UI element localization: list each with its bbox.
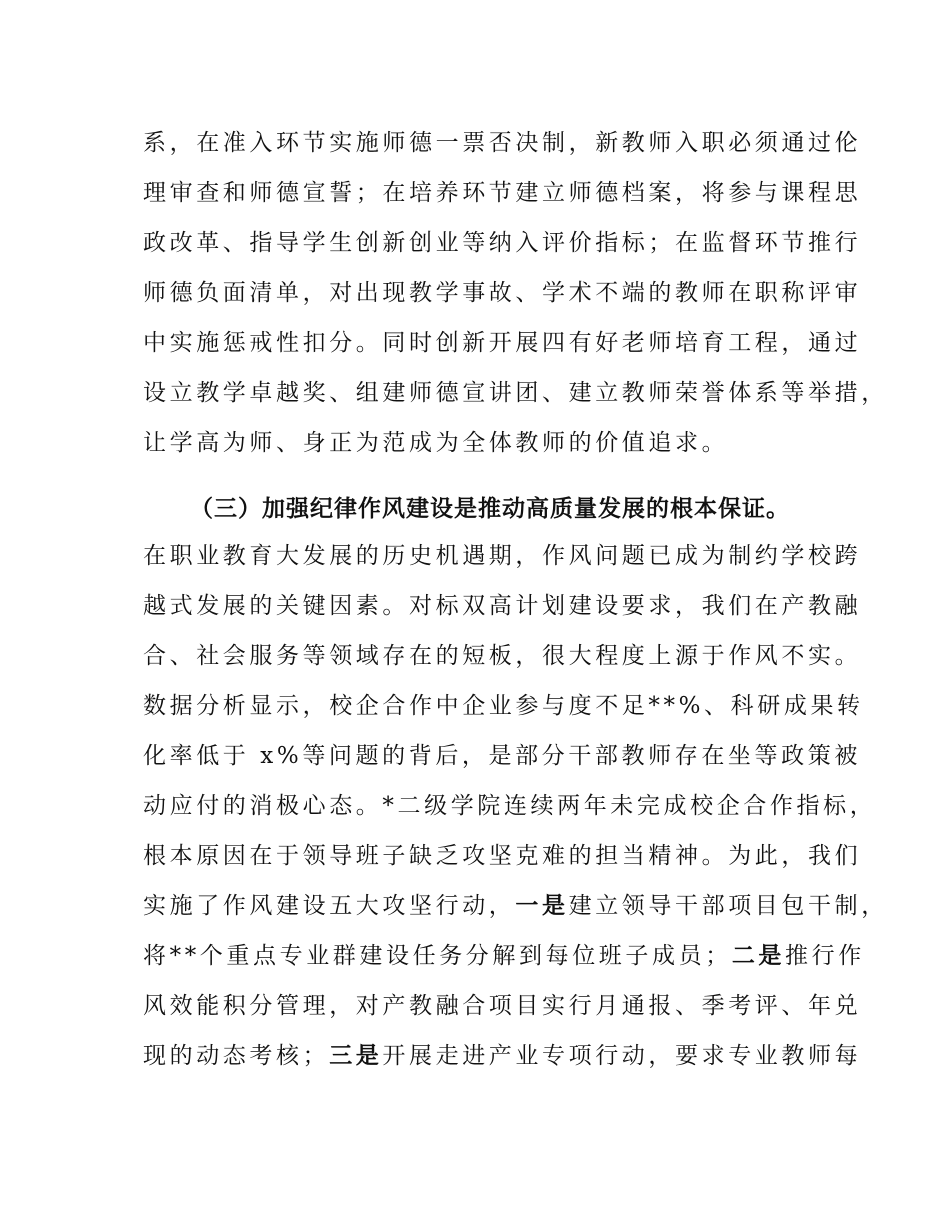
text-line xyxy=(143,1041,861,1071)
text-segment: 现的动态考核； xyxy=(143,1043,330,1069)
text-line: 理审查和师德宣誓；在培养环节建立师德档案，将参与课程思 xyxy=(143,180,862,206)
text-line: 动应付的消极心态。*二级学院连续两年未完成校企合作指标， xyxy=(143,793,877,819)
text-segment: 推行作 xyxy=(785,943,865,969)
text-line: 越式发展的关键因素。对标双高计划建设要求，我们在产教融 xyxy=(143,593,862,619)
text-line: 合、社会服务等领域存在的短板，很大程度上源于作风不实。 xyxy=(143,643,862,669)
text-line: 数据分析显示，校企合作中企业参与度不足**%、科研成果转 xyxy=(143,693,864,719)
text-segment: 将**个重点专业群建设任务分解到每位班子成员； xyxy=(143,943,732,969)
text-line: 中实施惩戒性扣分。同时创新开展四有好老师培育工程，通过 xyxy=(143,330,862,356)
text-line: 在职业教育大发展的历史机遇期，作风问题已成为制约学校跨 xyxy=(143,543,862,569)
bold-marker: 二是 xyxy=(731,943,786,969)
section-heading: （三）加强纪律作风建设是推动高质量发展的根本保证。 xyxy=(190,496,790,522)
text-line: 根本原因在于领导班子缺乏攻坚克难的担当精神。为此，我们 xyxy=(143,843,862,869)
text-line: 风效能积分管理，对产教融合项目实行月通报、季考评、年兑 xyxy=(143,993,862,1019)
text-line: 师德负面清单，对出现教学事故、学术不端的教师在职称评审 xyxy=(143,280,862,306)
bold-marker: 三是 xyxy=(329,1043,383,1069)
text-line xyxy=(143,891,888,921)
text-line: 系，在准入环节实施师德一票否决制，新教师入职必须通过伦 xyxy=(143,130,862,156)
text-line: 让学高为师、身正为范成为全体教师的价值追求。 xyxy=(143,430,729,456)
text-segment: 开展走进产业专项行动，要求专业教师每 xyxy=(382,1043,862,1069)
bold-marker: 一是 xyxy=(515,893,569,919)
text-segment: 建立领导干部项目包干制， xyxy=(568,893,888,919)
text-line xyxy=(143,941,865,971)
text-line: 政改革、指导学生创新创业等纳入评价指标；在监督环节推行 xyxy=(143,230,862,256)
text-line: 设立教学卓越奖、组建师德宣讲团、建立教师荣誉体系等举措， xyxy=(143,380,888,406)
text-segment: 实施了作风建设五大攻坚行动， xyxy=(143,893,516,919)
text-line: 化率低于 x%等问题的背后，是部分干部教师存在坐等政策被 xyxy=(143,743,861,769)
